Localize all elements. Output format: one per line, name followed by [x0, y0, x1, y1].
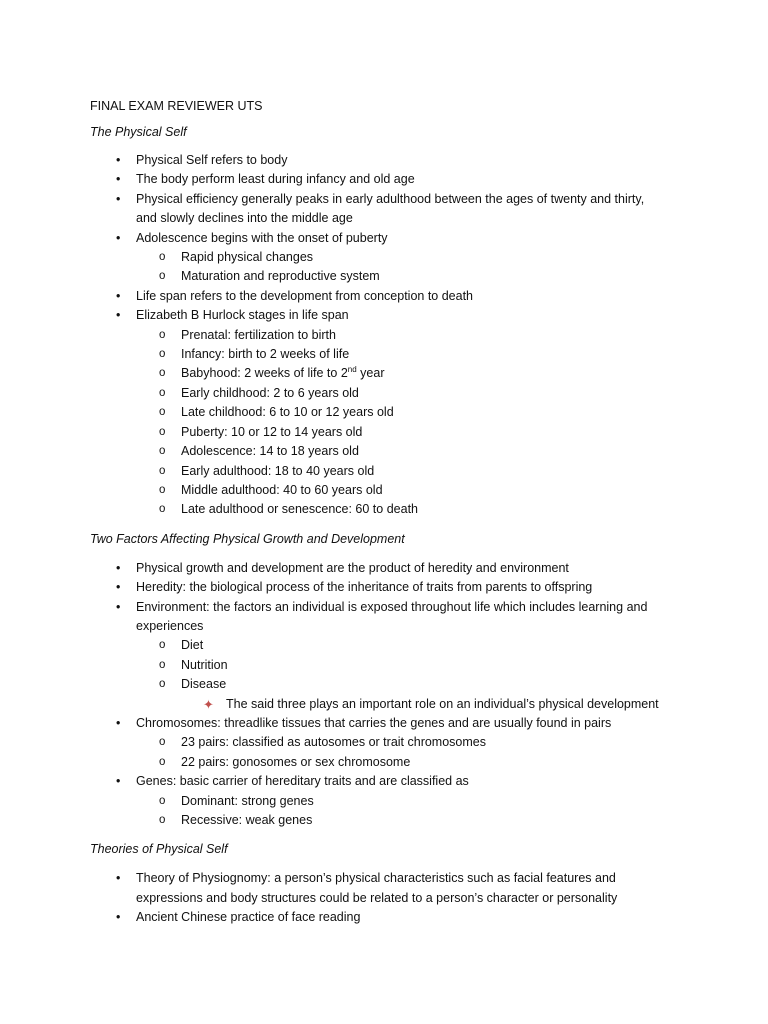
bullet-list [90, 151, 678, 520]
list-item [90, 462, 678, 481]
list-item [90, 364, 678, 383]
list-item-text: Dominant: strong genes [181, 793, 314, 808]
list-item-text: Chromosomes: threadlike tissues that carries the genes and are usually found in pairs [136, 715, 612, 730]
list-item-text: Recessive: weak genes [181, 813, 313, 827]
list-item-text: Physical efficiency generally peaks in early adulthood between the ages of twenty and thirty, [136, 191, 645, 206]
list-item [90, 345, 678, 364]
list-item [90, 792, 678, 811]
list-item-text: Prenatal: fertilization to birth [181, 327, 336, 342]
document-body [90, 122, 678, 928]
list-item [90, 908, 678, 927]
list-item [90, 248, 678, 267]
list-item-text: Diet [181, 638, 204, 653]
list-item-text: Theory of Physiognomy: a person’s physical characteristics such as facial features and [136, 871, 616, 886]
list-item [90, 714, 678, 733]
list-item-text: 23 pairs: classified as autosomes or trait chromosomes [181, 735, 486, 750]
list-item [90, 559, 678, 578]
superscript: nd [347, 365, 357, 375]
list-item-text: Middle adulthood: 40 to 60 years old [181, 482, 383, 497]
star-bullet-icon: ✦ [203, 696, 214, 712]
list-item [90, 500, 678, 519]
list-item-text: Disease [181, 677, 227, 692]
list-item-text-after: year [356, 366, 385, 381]
list-item-text: Early childhood: 2 to 6 years old [181, 385, 359, 400]
list-item [90, 229, 678, 248]
list-item-text: Ancient Chinese practice of face reading [136, 910, 361, 925]
list-item [90, 442, 678, 461]
list-item [90, 190, 678, 229]
list-item-text: Physical growth and development are the product of heredity and environment [136, 560, 569, 575]
list-item-text: Early adulthood: 18 to 40 years old [181, 463, 375, 478]
list-item [90, 384, 678, 403]
list-item [90, 267, 678, 286]
list-item-text: 22 pairs: gonosomes or sex chromosome [181, 754, 411, 769]
section-heading: Theories of Physical Self [90, 842, 228, 857]
list-item [90, 811, 678, 830]
list-item [90, 869, 678, 908]
list-item-text: Elizabeth B Hurlock stages in life span [136, 308, 349, 323]
list-item-text: Adolescence: 14 to 18 years old [181, 444, 359, 459]
document-title: FINAL EXAM REVIEWER UTS [90, 99, 263, 113]
list-item-text: The body perform least during infancy and old age [136, 172, 415, 187]
list-item [90, 675, 678, 694]
list-item [90, 481, 678, 500]
list-item [90, 306, 678, 325]
list-item-text: Life span refers to the development from conception to death [136, 288, 474, 303]
list-item [90, 656, 678, 675]
list-item-text: Adolescence begins with the onset of puberty [136, 230, 388, 245]
list-item-text: Rapid physical changes [181, 250, 314, 265]
section-heading: The Physical Self [90, 125, 187, 139]
list-item [90, 598, 678, 637]
list-item-text: Late childhood: 6 to 10 or 12 years old [181, 405, 394, 420]
list-item [90, 151, 678, 170]
list-item [90, 753, 678, 772]
list-item [90, 772, 678, 791]
list-item-text-continued: expressions and body structures could be related to a person’s character or personality [136, 890, 618, 905]
list-item-text: Nutrition [181, 657, 228, 672]
list-item [90, 578, 678, 597]
list-item-text: Late adulthood or senescence: 60 to death [181, 502, 418, 517]
list-item [90, 287, 678, 306]
list-item-text: The said three plays an important role on an individual’s physical development [226, 696, 659, 711]
list-item [90, 733, 678, 752]
list-item-text: Heredity: the biological process of the inheritance of traits from parents to offspring [136, 580, 593, 595]
list-item-text: Maturation and reproductive system [181, 269, 380, 284]
list-item-text: Environment: the factors an individual is exposed throughout life which includes learning and [136, 599, 648, 614]
list-item [90, 403, 678, 422]
bullet-list [90, 559, 678, 831]
bullet-list [90, 869, 678, 927]
list-item-text: Puberty: 10 or 12 to 14 years old [181, 424, 363, 439]
list-item-text: Genes: basic carrier of hereditary traits and are classified as [136, 774, 469, 789]
list-item-text-continued: and slowly declines into the middle age [136, 211, 353, 226]
list-item-text-continued: experiences [136, 618, 204, 633]
list-item-text: Babyhood: 2 weeks of life to 2 [181, 366, 348, 381]
list-item [90, 423, 678, 442]
list-item [90, 636, 678, 655]
list-item [90, 170, 678, 189]
list-item-text: Physical Self refers to body [136, 153, 288, 167]
list-item [90, 326, 678, 345]
list-item-text: Infancy: birth to 2 weeks of life [181, 347, 350, 362]
list-item [90, 695, 678, 714]
section-heading: Two Factors Affecting Physical Growth and Development [90, 531, 405, 546]
